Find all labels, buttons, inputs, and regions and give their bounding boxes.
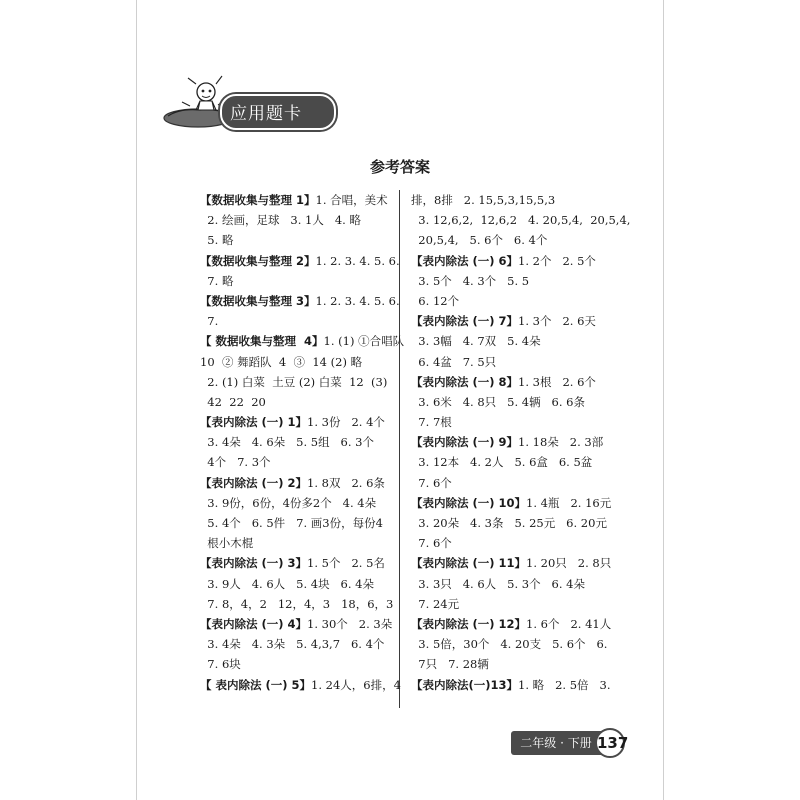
answer-text: 1. 3份 2. 4个 — [307, 415, 385, 430]
answer-text: 1. 2. 3. 4. 5. 6. — [315, 293, 400, 308]
answer-text: 3. 3幅 4. 7双 5. 4朵 — [411, 334, 541, 349]
answer-text: 3. 5个 4. 3个 5. 5 — [411, 273, 530, 288]
answer-line — [200, 675, 401, 695]
answer-line — [411, 251, 611, 271]
answer-text: 7. 略 — [200, 273, 234, 288]
answer-text: 1. 2个 2. 5个 — [518, 253, 596, 268]
page-footer — [511, 728, 629, 758]
answer-line — [200, 392, 392, 412]
answer-text: 1. 8双 2. 6条 — [307, 475, 385, 490]
answer-text: 2. 绘画，足球 3. 1人 4. 略 — [200, 213, 361, 228]
answer-text: 2. (1) 白菜 土豆 (2) 白菜 12 (3) — [200, 374, 388, 389]
section-label: 【表内除法 (一) 7】 — [411, 314, 519, 329]
answer-text: 3. 3只 4. 6人 5. 3个 6. 4朵 — [411, 576, 585, 591]
answer-line — [411, 311, 611, 331]
section-label: 【 数据收集与整理 4】 — [200, 334, 324, 349]
section-label: 【表内除法 (一) 1】 — [200, 415, 308, 430]
answer-text: 1. 3根 2. 6个 — [518, 374, 596, 389]
answer-text: 10 ② 舞蹈队 4 ③ 14 (2) 略 — [200, 354, 363, 369]
answer-text: 3. 9人 4. 6人 5. 4块 6. 4朵 — [200, 576, 374, 591]
answer-text: 5. 4个 6. 5件 7. 画3份，每份4 — [200, 516, 383, 530]
answer-text: 5. 略 — [200, 233, 234, 248]
answer-text: 7. 6个 — [411, 536, 452, 551]
answer-text: 1. 20只 2. 8只 — [526, 556, 612, 571]
answer-line — [200, 594, 392, 614]
answer-line — [411, 271, 611, 291]
section-label: 【数据收集与整理 2】 — [200, 253, 316, 268]
answer-line — [200, 190, 392, 210]
answer-text: 20,5,4, 5. 6个 6. 4个 — [411, 233, 548, 248]
answer-line — [411, 493, 611, 513]
answer-text: 3. 4朵 4. 6朵 5. 5组 6. 3个 — [200, 435, 374, 450]
section-label: 【表内除法 (一) 11】 — [411, 556, 527, 571]
answer-line — [411, 352, 611, 372]
answer-text: 1. 4瓶 2. 16元 — [526, 495, 612, 510]
section-label: 【表内除法 (一) 4】 — [200, 616, 308, 631]
answer-text: 7. 24元 — [411, 596, 460, 611]
answer-line — [411, 614, 611, 634]
answer-text: 7. — [200, 314, 219, 329]
answer-line — [411, 654, 611, 674]
answer-text: 1. 6个 2. 41人 — [526, 616, 612, 631]
answer-line — [200, 432, 392, 452]
answer-line — [200, 533, 392, 553]
answer-text: 1. 3个 2. 6天 — [518, 314, 596, 329]
answer-line — [200, 654, 392, 674]
answer-line — [200, 210, 392, 230]
answer-text: 7. 8，4，2 12，4，3 18，6，3 — [200, 596, 394, 611]
grade-label: 二年级 · 下册 — [511, 731, 601, 755]
answer-text: 3. 12,6,2, 12,6,2 4. 20,5,4, 20,5,4, — [411, 213, 631, 228]
answer-text: 根小木棍 — [200, 536, 254, 551]
answer-text: 6. 4盆 7. 5只 — [411, 354, 497, 369]
answer-text: 1. 24人，6排，4 — [311, 677, 401, 692]
answer-text: 1. 2. 3. 4. 5. 6. — [315, 253, 400, 268]
answer-text: 3. 4朵 4. 3朵 5. 4,3,7 6. 4个 — [200, 637, 385, 652]
section-label: 【表内除法 (一) 9】 — [411, 435, 519, 450]
section-label: 【表内除法 (一) 6】 — [411, 253, 519, 268]
answer-line — [200, 553, 392, 573]
answer-text: 3. 12本 4. 2人 5. 6盒 6. 5盆 — [411, 455, 593, 470]
answer-line — [411, 412, 611, 432]
answer-line — [200, 372, 392, 392]
answer-line — [411, 291, 611, 311]
answer-text: 1. 略 2. 5倍 3. — [518, 677, 611, 692]
title-banner — [160, 70, 335, 140]
answer-line — [411, 392, 611, 412]
answer-text: 4个 7. 3个 — [200, 455, 271, 470]
section-label: 【表内除法 (一) 3】 — [200, 556, 308, 571]
answer-line — [411, 513, 611, 533]
answer-line — [200, 574, 392, 594]
answer-line — [200, 493, 392, 513]
answer-column-right — [411, 190, 631, 695]
answer-text: 7只 7. 28辆 — [411, 657, 489, 672]
section-label: 【表内除法 (一) 8】 — [411, 374, 519, 389]
answer-line — [200, 614, 392, 634]
answer-line — [200, 251, 400, 271]
answer-text: 3. 9份，6份，4份多2个 4. 4朵 — [200, 495, 377, 510]
section-label: 【表内除法 (一) 2】 — [200, 475, 308, 490]
section-label: 【表内除法 (一) 10】 — [411, 495, 527, 510]
answer-line — [411, 432, 611, 452]
section-label: 【表内除法(一)13】 — [411, 677, 519, 692]
answer-line — [200, 634, 392, 654]
banner-title: 应用题卡 — [230, 104, 302, 124]
answer-line — [411, 574, 611, 594]
answer-line — [411, 634, 611, 654]
answer-line — [411, 331, 611, 351]
answer-line — [411, 230, 611, 250]
answer-line — [200, 311, 392, 331]
answer-line — [411, 675, 611, 695]
answer-text: 3. 6米 4. 8只 5. 4辆 6. 6条 — [411, 394, 585, 409]
page-number: 137 — [595, 728, 625, 758]
answer-line — [411, 594, 611, 614]
answer-line — [200, 271, 392, 291]
answer-line — [200, 452, 392, 472]
answer-text: 1. 30个 2. 3朵 — [307, 616, 393, 631]
answer-line — [200, 513, 392, 533]
answer-text: 7. 6块 — [200, 657, 241, 672]
answer-line — [200, 230, 392, 250]
answer-line — [411, 533, 611, 553]
answer-line — [411, 553, 611, 573]
page-heading: 参考答案 — [369, 158, 430, 176]
answer-line — [200, 352, 392, 372]
answer-text: 7. 7根 — [411, 415, 452, 430]
answer-text: 7. 6个 — [411, 475, 452, 490]
section-label: 【表内除法 (一) 12】 — [411, 616, 527, 631]
section-label: 【数据收集与整理 1】 — [200, 193, 316, 207]
section-label: 【 表内除法 (一) 5】 — [200, 677, 312, 692]
answer-line — [200, 291, 400, 311]
answer-text: 1. 5个 2. 5名 — [307, 556, 385, 571]
section-label: 【数据收集与整理 3】 — [200, 293, 316, 308]
answer-line — [411, 452, 611, 472]
answer-line — [200, 473, 392, 493]
answer-text: 排，8排 2. 15,5,3,15,5,3 — [411, 193, 556, 207]
answer-line — [411, 473, 611, 493]
answer-text: 42 22 20 — [200, 394, 266, 409]
answer-line — [411, 372, 611, 392]
answer-text: 1. 合唱，美术 — [315, 193, 388, 207]
answer-text: 1. 18朵 2. 3部 — [518, 435, 604, 450]
answer-text: 6. 12个 — [411, 293, 460, 308]
answer-line — [411, 210, 631, 230]
answer-line — [200, 331, 405, 351]
answer-line — [411, 190, 611, 210]
answer-line — [200, 412, 392, 432]
answer-column-left — [200, 190, 405, 695]
answer-text: 3. 20朵 4. 3条 5. 25元 6. 20元 — [411, 516, 607, 530]
answer-text: 3. 5倍，30个 4. 20支 5. 6个 6. — [411, 637, 608, 652]
answer-text: 1. (1) ①合唱队 — [323, 334, 405, 349]
